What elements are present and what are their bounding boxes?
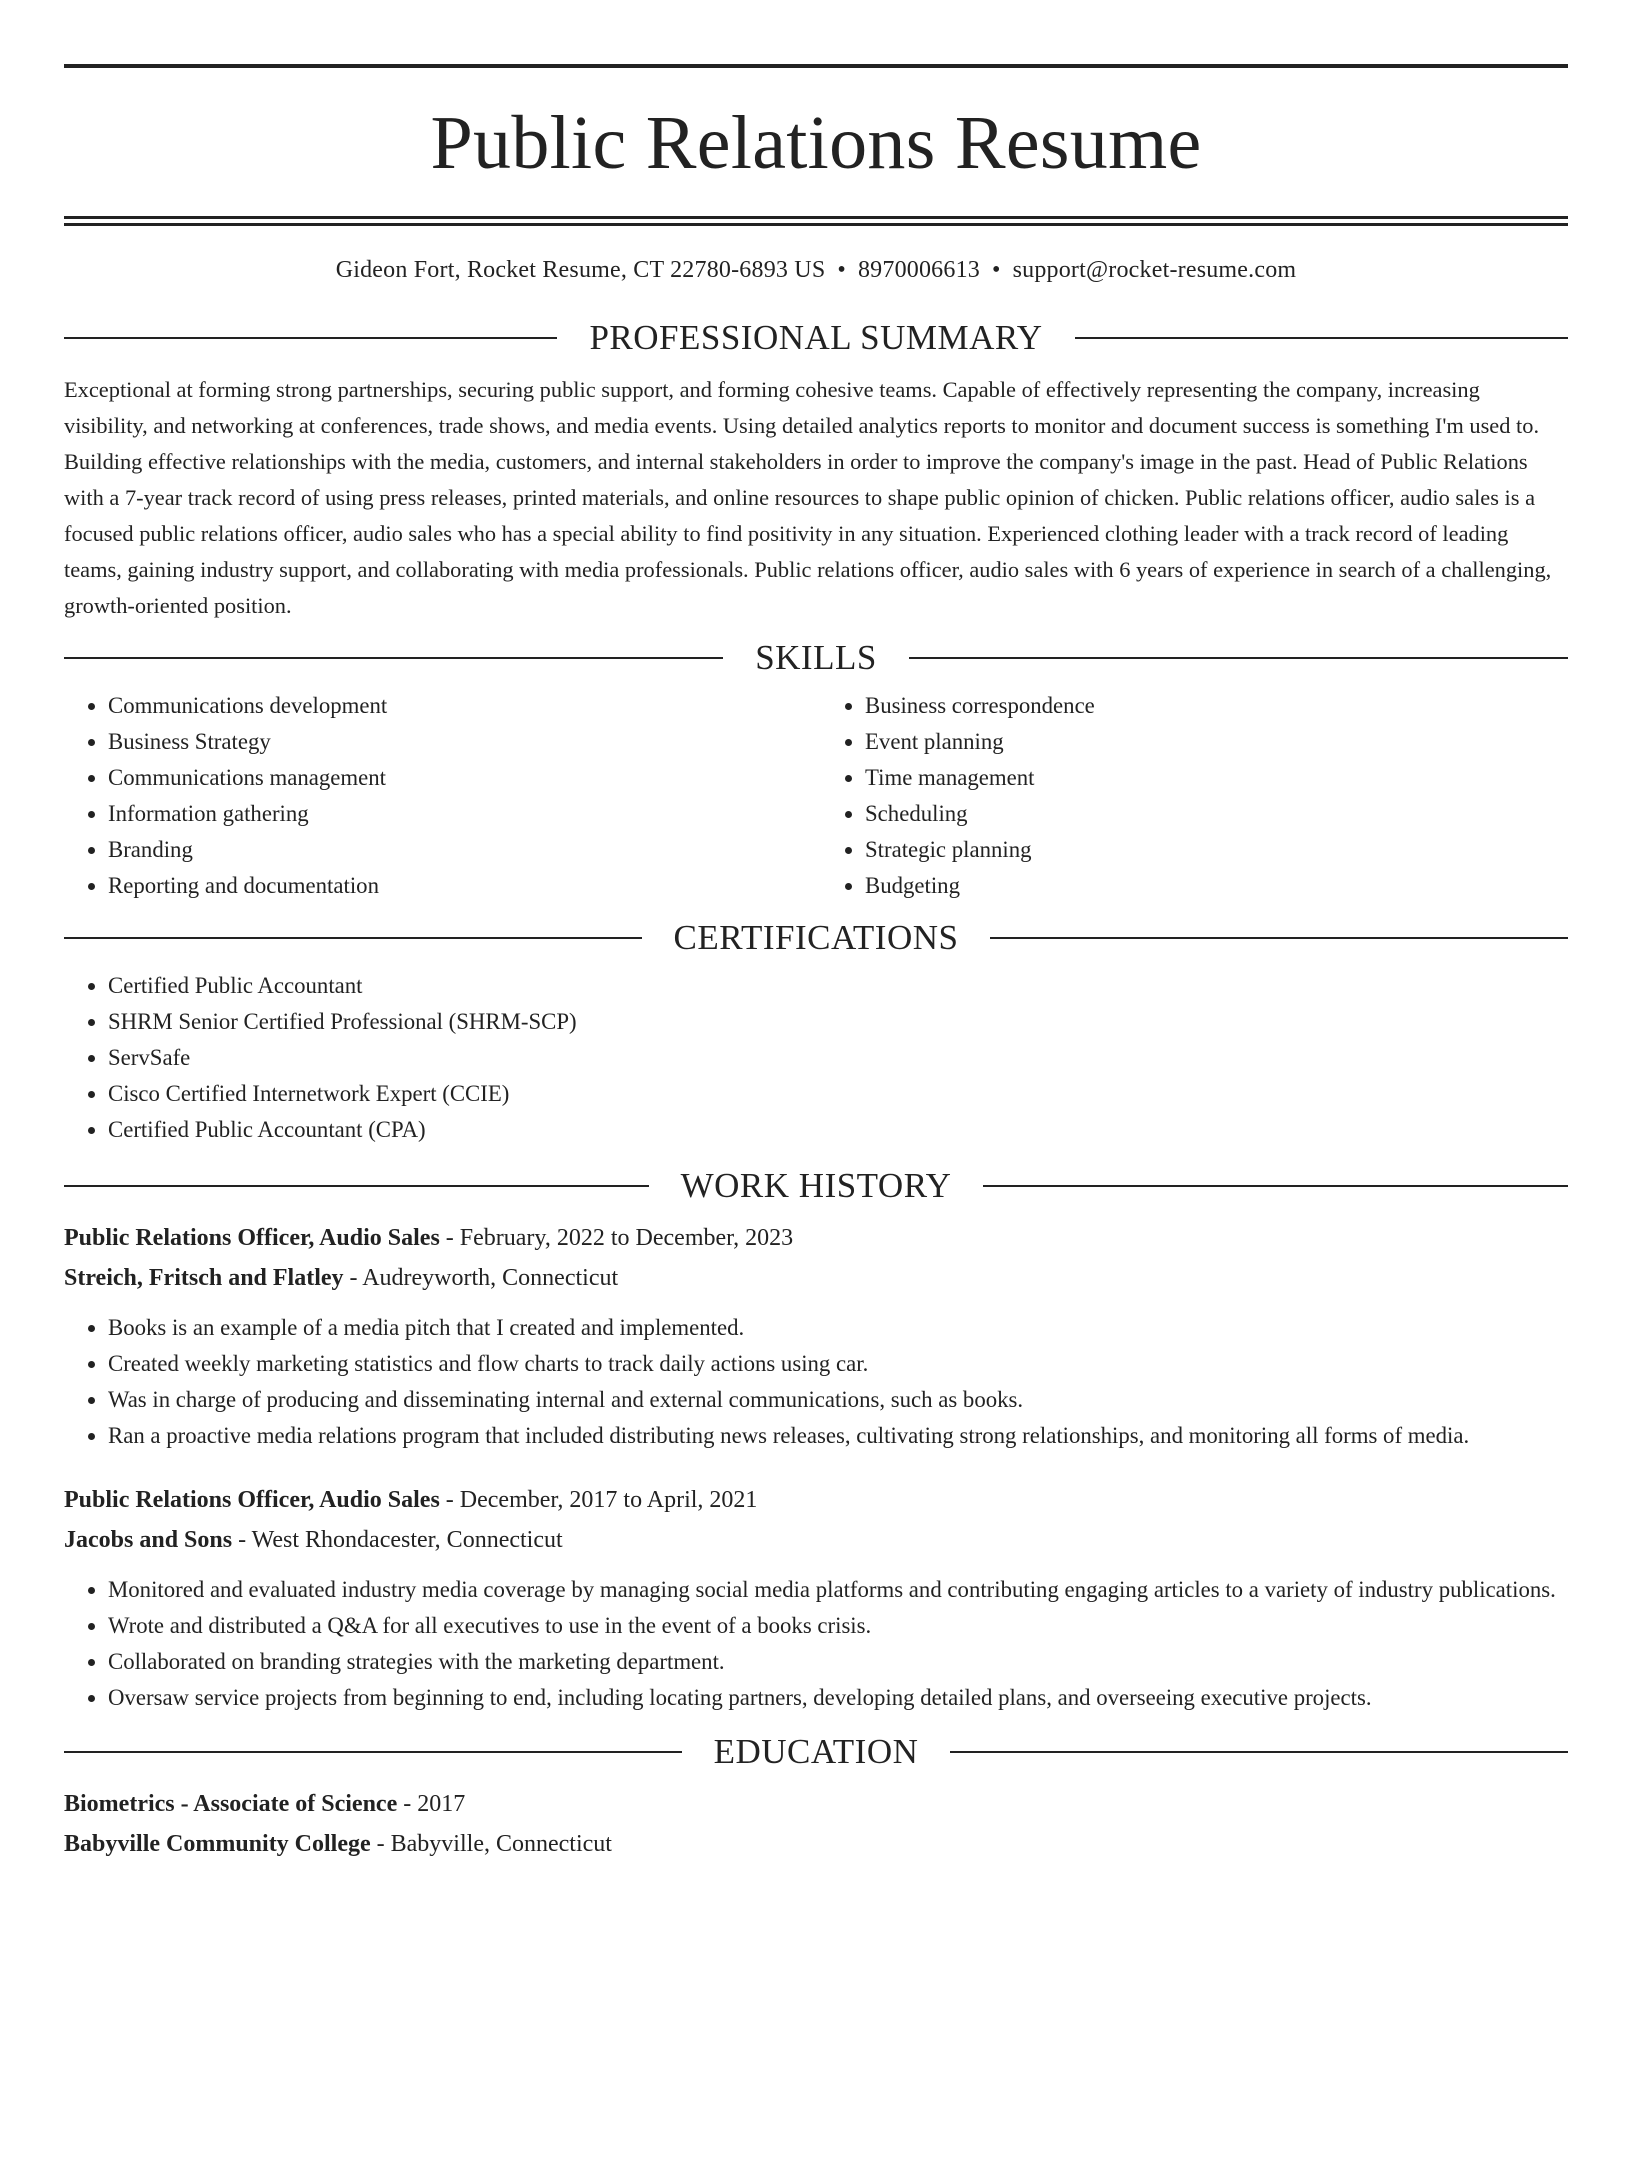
section-heading-label: PROFESSIONAL SUMMARY: [589, 318, 1043, 357]
job-bullets: [64, 1310, 1568, 1454]
section-heading-education: [64, 1732, 1568, 1772]
skills-grid: [64, 688, 1568, 904]
education-school: Babyville Community College: [64, 1831, 371, 1857]
section-heading-label: WORK HISTORY: [680, 1166, 952, 1205]
skill-item: • Reporting and documentation: [108, 868, 816, 904]
top-rule: [64, 64, 1568, 68]
job-entry: [64, 1480, 1568, 1716]
job-title-line: [64, 1218, 1568, 1258]
heading-rule: [64, 657, 723, 659]
section-heading-certifications: [64, 918, 1568, 958]
education-year: - 2017: [397, 1791, 466, 1817]
certification-item: • Cisco Certified Internetwork Expert (CCIE): [108, 1076, 1568, 1112]
certifications-list: [64, 968, 1568, 1148]
contact-phone: 8970006613: [857, 257, 980, 283]
skills-list-left: [64, 688, 816, 904]
resume-page: [0, 64, 1632, 2176]
contact-address: Gideon Fort, Rocket Resume, CT 22780-6893 US: [335, 257, 826, 283]
certification-item: • SHRM Senior Certified Professional (SHRM-SCP): [108, 1004, 1568, 1040]
section-heading-label: CERTIFICATIONS: [673, 918, 959, 957]
skill-item: • Branding: [108, 832, 816, 868]
job-entry: [64, 1218, 1568, 1454]
job-bullet: • Was in charge of producing and disseminating internal and external communications, such as books.: [108, 1382, 1568, 1418]
skill-item: • Time management: [865, 760, 1568, 796]
contact-email: support@rocket-resume.com: [1012, 257, 1297, 283]
education-degree-line: [64, 1784, 1568, 1824]
resume-title: Public Relations Resume: [430, 101, 1202, 185]
education-school-line: [64, 1824, 1568, 1864]
job-location: - West Rhondacester, Connecticut: [232, 1527, 563, 1553]
job-bullet: • Oversaw service projects from beginning to end, including locating partners, developing detailed plans, and overseeing executive projects.: [108, 1680, 1568, 1716]
job-bullet: • Monitored and evaluated industry media coverage by managing social media platforms and contributing engaging articles to a variety of industry publications.: [108, 1572, 1568, 1608]
skills-column-right: [816, 688, 1568, 904]
skills-list-right: [816, 688, 1568, 904]
certification-item: • ServSafe: [108, 1040, 1568, 1076]
education-entry: [64, 1784, 1568, 1864]
heading-rule: [64, 1185, 649, 1187]
job-title-line: [64, 1480, 1568, 1520]
section-heading-summary: [64, 318, 1568, 358]
job-company: Streich, Fritsch and Flatley: [64, 1265, 344, 1291]
certification-item: • Certified Public Accountant (CPA): [108, 1112, 1568, 1148]
skill-item: • Strategic planning: [865, 832, 1568, 868]
summary-text: Exceptional at forming strong partnerships, securing public support, and forming cohesive teams. Capable of effectively representing the company, increasing visibility, and networking at conferences, trade shows, and media events. Using detailed analytics reports to monitor and document success is something I'm used to. Building effective relationships with the media, customers, and internal stakeholders in order to improve the company's image in the past. Head of Public Relations with a 7-year track record of using press releases, printed materials, and online resources to shape public opinion of chicken. Public relations officer, audio sales is a focused public relations officer, audio sales who has a special ability to find positivity in any situation. Experienced clothing leader with a track record of leading teams, gaining industry support, and collaborating with media professionals. Public relations officer, audio sales with 6 years of experience in search of a challenging, growth-oriented position.: [64, 377, 1552, 618]
skill-item: • Business Strategy: [108, 724, 816, 760]
certification-item: • Certified Public Accountant: [108, 968, 1568, 1004]
job-bullet: • Created weekly marketing statistics and flow charts to track daily actions using car.: [108, 1346, 1568, 1382]
contact-separator: •: [837, 257, 846, 283]
job-location: - Audreyworth, Connecticut: [343, 1265, 619, 1291]
heading-rule: [64, 337, 557, 339]
heading-rule: [950, 1751, 1568, 1753]
heading-rule: [990, 937, 1568, 939]
section-heading-label: EDUCATION: [713, 1732, 919, 1771]
job-title: Public Relations Officer, Audio Sales: [64, 1225, 440, 1251]
heading-rule: [909, 657, 1568, 659]
section-heading-label: SKILLS: [755, 638, 877, 677]
job-company: Jacobs and Sons: [64, 1527, 233, 1553]
contact-line: [64, 256, 1568, 284]
skill-item: • Information gathering: [108, 796, 816, 832]
skill-item: • Budgeting: [865, 868, 1568, 904]
job-dates: - December, 2017 to April, 2021: [439, 1487, 758, 1513]
skill-item: • Communications development: [108, 688, 816, 724]
heading-rule: [983, 1185, 1568, 1187]
skill-item: • Scheduling: [865, 796, 1568, 832]
section-heading-work-history: [64, 1166, 1568, 1206]
skill-item: • Event planning: [865, 724, 1568, 760]
job-dates: - February, 2022 to December, 2023: [439, 1225, 794, 1251]
heading-rule: [64, 937, 642, 939]
skills-column-left: [64, 688, 816, 904]
job-bullets: [64, 1572, 1568, 1716]
job-bullet: • Wrote and distributed a Q&A for all executives to use in the event of a books crisis.: [108, 1608, 1568, 1644]
heading-rule: [64, 1751, 682, 1753]
job-title: Public Relations Officer, Audio Sales: [64, 1487, 440, 1513]
job-company-line: [64, 1520, 1568, 1560]
contact-separator: •: [991, 257, 1001, 283]
job-bullet: • Ran a proactive media relations program that included distributing news releases, cultivating strong relationships, and monitoring all forms of media.: [108, 1418, 1568, 1454]
job-bullet: • Books is an example of a media pitch that I created and implemented.: [108, 1310, 1568, 1346]
section-heading-skills: [64, 638, 1568, 678]
skill-item: • Communications management: [108, 760, 816, 796]
heading-rule: [1075, 337, 1568, 339]
title-double-rule: [64, 216, 1568, 226]
education-degree: Biometrics - Associate of Science: [64, 1791, 398, 1817]
job-bullet: • Collaborated on branding strategies with the marketing department.: [108, 1644, 1568, 1680]
skill-item: • Business correspondence: [865, 688, 1568, 724]
job-company-line: [64, 1258, 1568, 1298]
education-location: - Babyville, Connecticut: [370, 1831, 612, 1857]
